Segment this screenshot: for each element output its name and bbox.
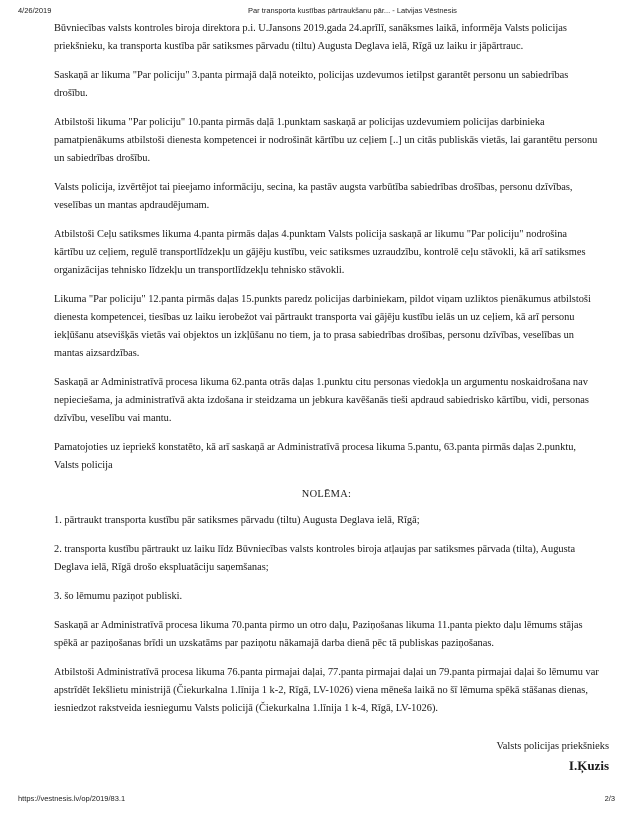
document-body	[54, 20, 599, 729]
decision-item: 3. šo lēmumu paziņot publiski.	[54, 591, 183, 602]
decision-heading: NOLĒMA:	[301, 489, 352, 500]
print-page-title: Par transporta kustības pārtraukšanu pār... - Latvijas Vēstnesis	[248, 6, 457, 15]
paragraph: Saskaņā ar likuma "Par policiju" 3.panta pirmajā daļā noteikto, policijas uzdevumos ietilpst garantēt personu un sabiedrības drošību.	[54, 70, 569, 99]
signature-block	[496, 738, 609, 775]
print-footer	[18, 794, 621, 806]
signatory-role: Valsts policijas priekšnieks	[496, 741, 609, 752]
closing-paragraph: Saskaņā ar Administratīvā procesa likuma 70.panta pirmo un otro daļu, Paziņošanas likuma 11.panta piekto daļu lēmums stājas spēkā ar paziņošanas brīdi un uzskatāms par paziņotu nākamajā darba dienā pēc tā publiskas paziņošanas.	[54, 620, 583, 649]
signatory-name: I.Ķuzis	[568, 758, 609, 773]
print-header	[18, 6, 621, 18]
decision-item: 2. transporta kustību pārtraukt uz laiku līdz Būvniecības valsts kontroles biroja atļaujas par satiksmes pārvada (tilta), Augusta Deglava ielā, Rīgā drošo ekspluatāciju saņemšanas;	[54, 544, 576, 573]
paragraph: Pamatojoties uz iepriekš konstatēto, kā arī saskaņā ar Administratīvā procesa likuma 5.pantu, 63.panta pirmās daļas 2.punktu, Valsts policija	[54, 442, 576, 471]
paragraph: Valsts policija, izvērtējot tai pieejamo informāciju, secina, ka pastāv augsta varbūtība sabiedrības drošības, personu dzīvības, veselības un mantas apdraudējumam.	[54, 182, 573, 211]
paragraph: Likuma "Par policiju" 12.panta pirmās daļas 15.punkts paredz policijas darbiniekam, pildot viņam uzliktos pienākumus atbilstoši dienesta kompetencei, tiesības uz laiku ierobežot vai pārtraukt transporta vai gājēju kustību ielās un uz ceļiem, kā arī personu iekļūšanu atsevišķās vietās vai objektos un izkļūšanu no tiem, ja to prasa sabiedrības drošības, personu dzīvības, veselības un mantas aizsardzības.	[54, 294, 591, 359]
print-date: 4/26/2019	[18, 6, 52, 15]
paragraph: Atbilstoši likuma "Par policiju" 10.panta pirmās daļā 1.punktam saskaņā ar policijas uzdevumiem policijas darbinieka pamatpienākums atbilstoši dienesta kompetencei ir nodrošināt kārtību uz ceļiem [..] un citās publiskās vietās, lai garantētu personu un sabiedrības drošību.	[54, 117, 598, 164]
closing-paragraph: Atbilstoši Administratīvā procesa likuma 76.panta pirmajai daļai, 77.panta pirmajai daļai un 79.panta pirmajai daļai šo lēmumu var apstrīdēt Iekšlietu ministrijā (Čiekurkalna 1.līnija 1 k-2, Rīgā, LV-1026) viena mēneša laikā no šī lēmuma spēkā stāšanas dienas, iesniedzot rakstveida iesniegumu Valsts policijā (Čiekurkalna 1.līnija 1 k-4, Rīgā, LV-1026).	[54, 667, 599, 714]
paragraph: Atbilstoši Ceļu satiksmes likuma 4.panta pirmās daļas 4.punktam Valsts policija saskaņā ar likumu "Par policiju" nodrošina kārtību uz ceļiem, regulē transportlīdzekļu un gājēju kustību, veic satiksmes uzraudzību, kontrolē ceļu stāvokli, kā arī satiksmes organizācijas tehnisko līdzekļu un transportlīdzekļu tehnisko stāvokli.	[54, 229, 586, 276]
paragraph: Saskaņā ar Administratīvā procesa likuma 62.panta otrās daļas 1.punktu citu personas viedokļa un argumentu noskaidrošana nav nepieciešama, ja administratīvā akta izdošana ir steidzama un jebkura kavēšanās tieši apdraud sabiedrisko kārtību, vidi, personas dzīvību, veselību vai mantu.	[54, 377, 589, 424]
page-url: https://vestnesis.lv/op/2019/83.1	[18, 794, 126, 803]
paragraph: Būvniecības valsts kontroles biroja direktora p.i. U.Jansons 2019.gada 24.aprīlī, sanāksmes laikā, informēja Valsts policijas priekšnieku, ka transporta kustība pār satiksmes pārvadu (tiltu) Augusta Deglava ielā, Rīgā uz laiku ir jāpārtrauc.	[54, 23, 567, 52]
page-number: 2/3	[604, 794, 615, 803]
decision-item: 1. pārtraukt transporta kustību pār satiksmes pārvadu (tiltu) Augusta Deglava ielā, Rīgā;	[54, 515, 420, 526]
